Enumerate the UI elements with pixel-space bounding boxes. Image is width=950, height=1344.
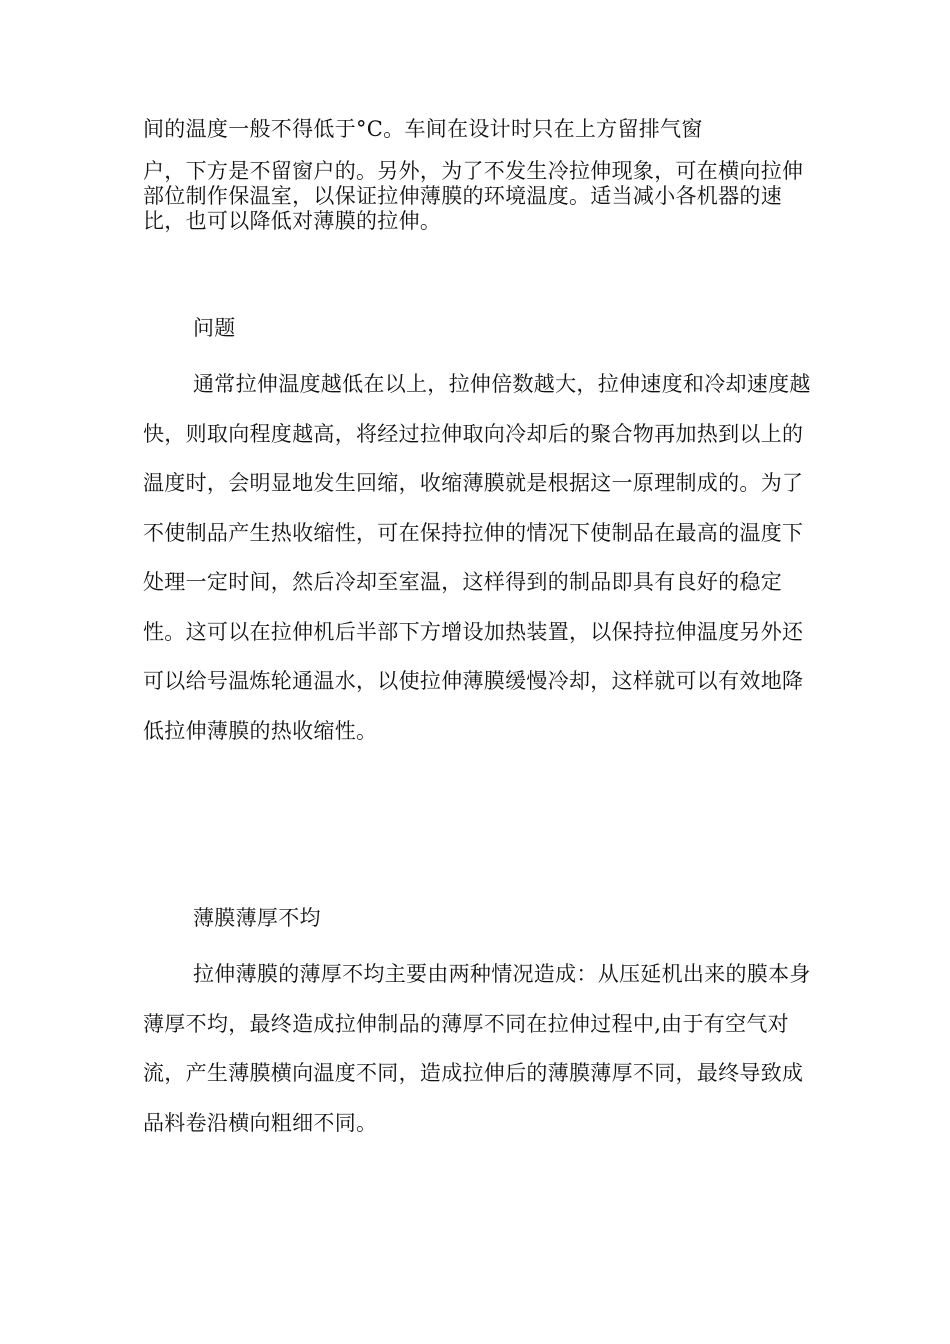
paragraph-thickness: 拉伸薄膜的薄厚不均主要由两种情况造成：从压延机出来的膜本身薄厚不均，最终造成拉伸制品的薄厚不同在拉伸过程中,由于有空气对流，产生薄膜横向温度不同，造成拉伸后的薄膜薄厚不同，最终导致成品料卷沿横向粗细不同。 [143, 962, 811, 1135]
paragraph-problem: 通常拉伸温度越低在以上，拉伸倍数越大，拉伸速度和冷却速度越快，则取向程度越高，将经过拉伸取向冷却后的聚合物再加热到以上的温度时，会明显地发生回缩，收缩薄膜就是根据这一原理制成的。为了不使制品产生热收缩性，可在保持拉伸的情况下使制品在最高的温度下处理一定时间，然后冷却至室温，这样得到的制品即具有良好的稳定性。这可以在拉伸机后半部下方增设加热装置，以保持拉伸温度另外还可以给号温炼轮通温水，以使拉伸薄膜缓慢冷却，这样就可以有效地降低拉伸薄膜的热收缩性。 [143, 372, 811, 743]
paragraph-intro-rest: 户，下方是不留窗户的。另外，为了不发生冷拉伸现象，可在横向拉伸部位制作保温室，以保证拉伸薄膜的环境温度。适当减小各机器的速比，也可以降低对薄膜的拉伸。 [143, 159, 804, 233]
paragraph-intro [143, 116, 813, 234]
section-heading-thickness: 薄膜薄厚不均 [193, 906, 321, 930]
paragraph-intro-line1: 间的温度一般不得低于°C。车间在设计时只在上方留排气窗 [143, 117, 703, 141]
section-heading-problem: 问题 [193, 316, 236, 340]
